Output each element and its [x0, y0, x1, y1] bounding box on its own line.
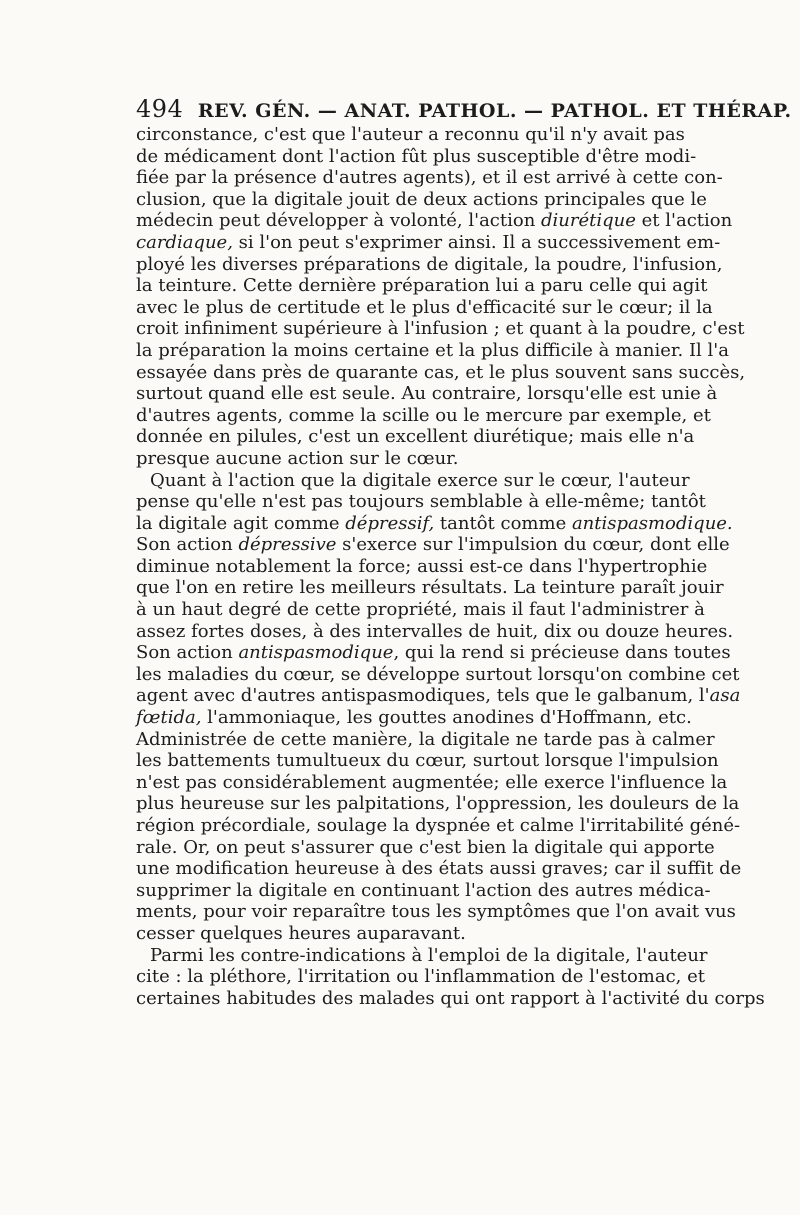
text-segment: Son action [136, 642, 239, 664]
text-line [136, 318, 745, 340]
running-header-title: REV. GÉN. — ANAT. PATHOL. — PATHOL. ET THÉRAP. [197, 100, 792, 122]
text-segment: cesser quelques heures auparavant. [136, 922, 466, 944]
text-line [136, 685, 741, 707]
running-header [136, 94, 792, 124]
text-segment: plus heureuse sur les palpitations, l'oppression, les douleurs de la [136, 793, 740, 815]
text-line [136, 879, 711, 902]
text-line [136, 210, 733, 232]
text-line [136, 642, 731, 664]
text-line [136, 253, 723, 276]
text-segment: avec le plus de certitude et le plus d'efficacité sur le cœur; il la [136, 296, 713, 318]
text-line [136, 296, 713, 319]
text-segment: surtout quand elle est seule. Au contraire, lorsqu'elle est unie à [136, 383, 718, 405]
text-line [136, 836, 715, 859]
text-line [136, 944, 708, 967]
text-line [136, 491, 706, 513]
italic-text: cardiaque, [136, 231, 233, 253]
italic-text: asa [709, 685, 741, 707]
text-line [136, 448, 670, 470]
text-line [136, 923, 670, 945]
text-segment: médecin peut développer à volonté, l'action [136, 210, 542, 232]
text-line [136, 663, 740, 686]
text-line [136, 577, 724, 599]
italic-text: fœtida, [136, 707, 202, 729]
text-line [136, 188, 707, 211]
text-line [136, 620, 734, 643]
italic-text: dépressif, [345, 512, 435, 534]
text-line [136, 901, 736, 923]
text-segment: une modification heureuse à des états aussi graves; car il suffit de [136, 858, 742, 880]
text-line [136, 815, 741, 837]
text-segment: d'autres agents, comme la scille ou le mercure par exemple, et [136, 404, 711, 426]
text-segment: la teinture. Cette dernière préparation lui a paru celle qui agit [136, 275, 708, 297]
text-segment: supprimer la digitale en continuant l'action des autres médica- [136, 879, 711, 901]
text-segment: tantôt comme [434, 512, 572, 534]
text-segment: certaines habitudes des malades qui ont rapport à l'activité du corps [136, 987, 765, 1009]
text-segment: agent avec d'autres antispasmodiques, tels que le galbanum, l' [136, 685, 710, 707]
text-segment: presque aucune action sur le cœur. [136, 447, 459, 469]
text-segment: , qui la rend si précieuse dans toutes [393, 642, 731, 664]
paragraph [136, 944, 765, 1010]
text-segment: et l'action [635, 210, 733, 232]
text-segment: ments, pour voir reparaître tous les symptômes que l'on avait vus [136, 901, 736, 923]
text-line [136, 361, 746, 384]
text-segment: clusion, que la digitale jouit de deux actions principales que le [136, 188, 707, 210]
text-line [136, 124, 685, 146]
text-line [136, 339, 729, 362]
text-line [136, 555, 708, 578]
text-line [136, 426, 695, 448]
italic-text: antispasmodique [238, 642, 394, 664]
body-text [136, 124, 765, 1009]
text-line [136, 231, 721, 254]
text-line [136, 771, 728, 794]
text-line [136, 987, 765, 1010]
text-line [136, 750, 719, 772]
text-segment: s'exerce sur l'impulsion du cœur, dont elle [336, 534, 730, 556]
paragraph [136, 469, 742, 945]
text-segment: fiée par la présence d'autres agents), et il est arrivé à cette con- [136, 167, 723, 189]
text-segment: Parmi les contre-indications à l'emploi de la digitale, l'auteur [150, 944, 708, 966]
text-segment: les maladies du cœur, se développe surtout lorsqu'on combine cet [136, 663, 740, 685]
text-line [136, 404, 711, 427]
text-segment: rale. Or, on peut s'assurer que c'est bien la digitale qui apporte [136, 836, 715, 858]
text-segment: diminue notablement la force; aussi est-ce dans l'hypertrophie [136, 555, 708, 577]
text-segment: Son action [136, 534, 239, 556]
italic-text: dépressive [238, 534, 337, 556]
text-line [136, 599, 705, 621]
paragraph [136, 124, 746, 470]
text-segment: la digitale agit comme [136, 512, 346, 534]
text-segment: l'ammoniaque, les gouttes anodines d'Hoffmann, etc. [201, 707, 692, 729]
italic-text: diurétique [541, 210, 636, 232]
text-segment: cite : la pléthore, l'irritation ou l'inflammation de l'estomac, et [136, 966, 705, 988]
text-segment: les battements tumultueux du cœur, surtout lorsque l'impulsion [136, 750, 719, 772]
text-segment: si l'on peut s'exprimer ainsi. Il a successivement em- [232, 231, 721, 253]
text-segment: donnée en pilules, c'est un excellent diurétique; mais elle n'a [136, 426, 695, 448]
text-segment: essayée dans près de quarante cas, et le plus souvent sans succès, [136, 361, 746, 383]
text-segment: pense qu'elle n'est pas toujours semblable à elle-même; tantôt [136, 491, 706, 513]
text-line [136, 793, 740, 815]
text-segment: Quant à l'action que la digitale exerce sur le cœur, l'auteur [150, 469, 690, 491]
text-line [136, 469, 690, 492]
text-segment: n'est pas considérablement augmentée; elle exerce l'influence la [136, 771, 728, 793]
text-line [136, 858, 742, 880]
text-segment: assez fortes doses, à des intervalles de huit, dix ou douze heures. [136, 620, 734, 642]
text-segment: circonstance, c'est que l'auteur a reconnu qu'il n'y avait pas [136, 124, 685, 145]
text-segment: de médicament dont l'action fût plus susceptible d'être modi- [136, 145, 697, 167]
text-line [136, 145, 697, 168]
text-line [136, 728, 715, 751]
text-segment: que l'on en retire les meilleurs résultats. La teinture paraît jouir [136, 577, 724, 599]
italic-text: antispasmodique. [571, 512, 733, 534]
text-line [136, 512, 733, 535]
text-line [136, 534, 730, 556]
text-segment: région précordiale, soulage la dyspnée et calme l'irritabilité géné- [136, 815, 741, 836]
text-line [136, 167, 723, 189]
text-line [136, 275, 708, 297]
text-line [136, 383, 718, 405]
text-segment: ployé les diverses préparations de digitale, la poudre, l'infusion, [136, 253, 723, 275]
page-number: 494 [136, 95, 184, 123]
text-line [136, 707, 692, 729]
text-line [136, 966, 705, 988]
text-segment: la préparation la moins certaine et la plus difficile à manier. Il l'a [136, 339, 729, 361]
text-segment: à un haut degré de cette propriété, mais il faut l'administrer à [136, 599, 705, 621]
text-segment: Administrée de cette manière, la digitale ne tarde pas à calmer [136, 728, 715, 750]
text-segment: croit infiniment supérieure à l'infusion ; et quant à la poudre, c'est [136, 318, 745, 340]
